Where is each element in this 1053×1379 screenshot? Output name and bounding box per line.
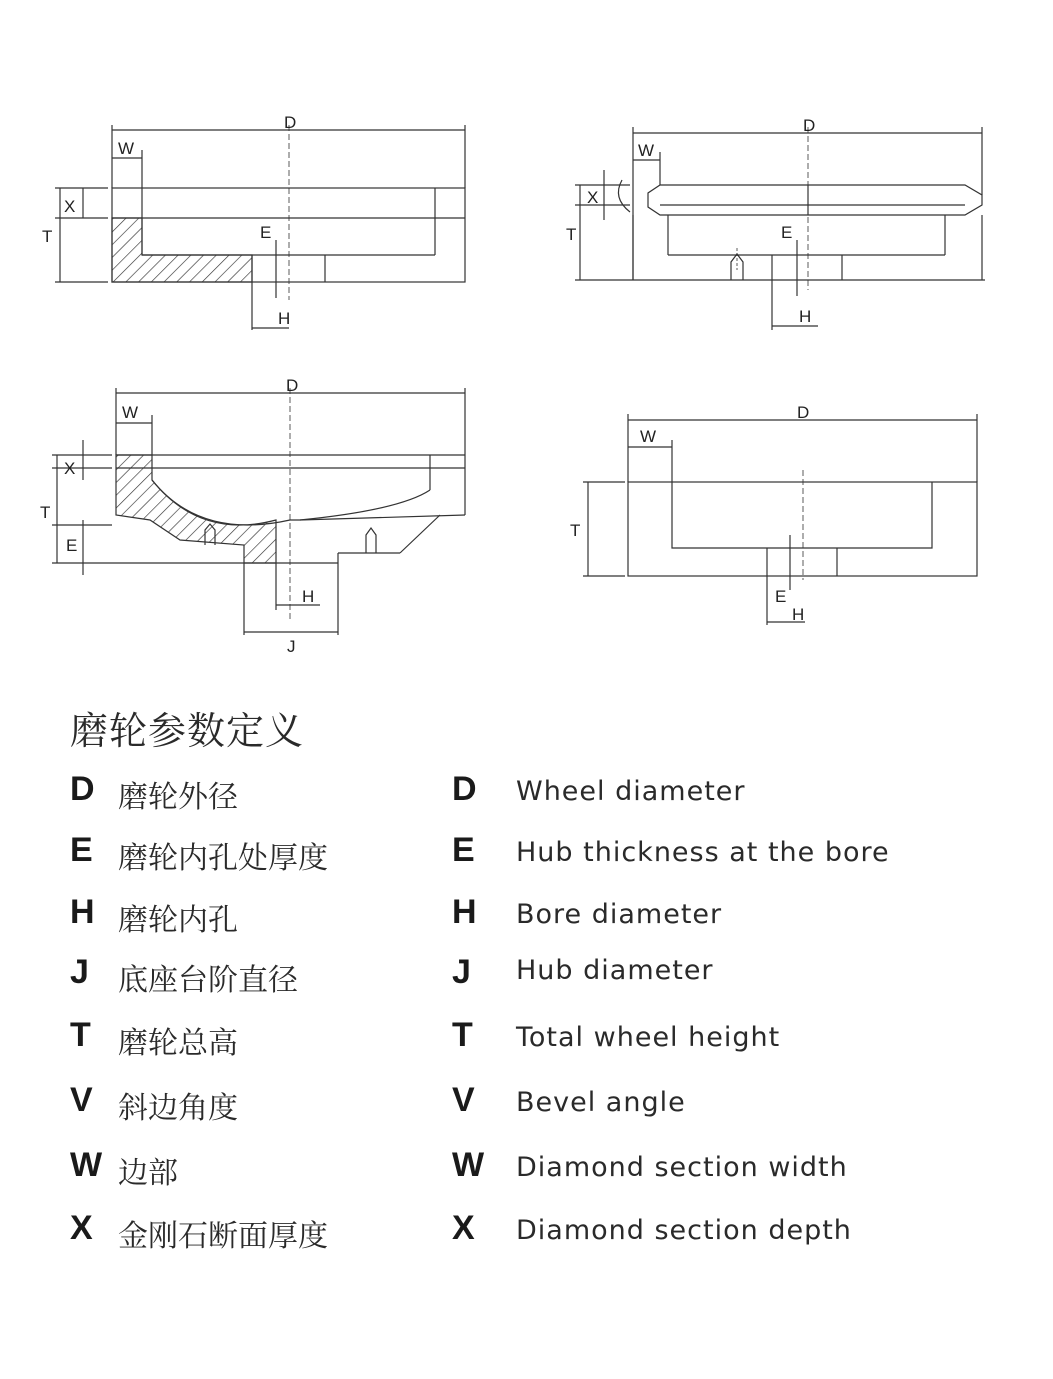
definition-letter: V xyxy=(452,1081,475,1119)
diagram-bottom-left xyxy=(52,388,465,635)
definition-en: Hub diameter xyxy=(516,955,714,986)
definition-row-X xyxy=(0,1209,1053,1259)
definition-letter: X xyxy=(452,1209,475,1247)
label-D: D xyxy=(803,116,816,135)
definition-letter: D xyxy=(70,770,95,808)
definition-en: Bore diameter xyxy=(516,899,723,930)
definition-cn: 磨轮总高 xyxy=(118,1026,238,1061)
definition-en: Diamond section depth xyxy=(516,1215,852,1246)
label-T: T xyxy=(566,225,577,244)
definition-letter: E xyxy=(452,831,475,869)
label-E: E xyxy=(775,587,787,606)
definition-row-T xyxy=(0,1016,1053,1066)
label-D: D xyxy=(284,113,297,132)
definition-cn: 磨轮外径 xyxy=(118,780,238,815)
definition-row-E xyxy=(0,831,1053,881)
label-X: X xyxy=(587,188,599,207)
definition-row-H xyxy=(0,893,1053,943)
label-X: X xyxy=(64,459,76,478)
technical-drawings xyxy=(0,0,1053,680)
label-E: E xyxy=(66,536,78,555)
label-E: E xyxy=(781,223,793,242)
definition-en: Bevel angle xyxy=(516,1087,686,1118)
definition-row-W xyxy=(0,1146,1053,1196)
diagram-top-right xyxy=(575,127,985,330)
label-E: E xyxy=(260,223,272,242)
definition-row-D xyxy=(0,770,1053,820)
definition-letter: E xyxy=(70,831,93,869)
definition-letter: V xyxy=(70,1081,93,1119)
definition-en: Hub thickness at the bore xyxy=(516,837,890,868)
label-W: W xyxy=(640,427,657,446)
definition-cn: 边部 xyxy=(118,1156,178,1191)
label-W: W xyxy=(118,139,135,158)
definition-cn: 磨轮内孔处厚度 xyxy=(118,841,328,876)
label-W: W xyxy=(638,141,655,160)
definition-letter: X xyxy=(70,1209,93,1247)
definition-letter: J xyxy=(70,953,89,991)
definition-cn: 磨轮内孔 xyxy=(118,903,238,938)
definition-cn: 斜边角度 xyxy=(118,1091,238,1126)
label-H: H xyxy=(799,307,812,326)
label-J: J xyxy=(287,637,296,656)
definition-letter: T xyxy=(70,1016,91,1054)
label-X: X xyxy=(64,197,76,216)
definition-letter: T xyxy=(452,1016,473,1054)
definition-letter: H xyxy=(452,893,477,931)
label-T: T xyxy=(40,503,51,522)
label-H: H xyxy=(278,309,291,328)
label-H: H xyxy=(302,587,315,606)
label-T: T xyxy=(42,227,53,246)
definition-cn: 底座台阶直径 xyxy=(118,963,298,998)
definition-letter: W xyxy=(70,1146,103,1184)
definitions-title: 磨轮参数定义 xyxy=(70,709,305,753)
definition-en: Diamond section width xyxy=(516,1152,848,1183)
definition-cn: 金刚石断面厚度 xyxy=(118,1219,328,1254)
definition-letter: W xyxy=(452,1146,485,1184)
definition-letter: H xyxy=(70,893,95,931)
label-D: D xyxy=(286,376,299,395)
definition-row-V xyxy=(0,1081,1053,1131)
definition-letter: D xyxy=(452,770,477,808)
definition-en: Wheel diameter xyxy=(516,776,746,807)
label-H: H xyxy=(792,605,805,624)
definition-letter: J xyxy=(452,953,471,991)
label-D: D xyxy=(797,403,810,422)
label-T: T xyxy=(570,521,581,540)
definition-en: Total wheel height xyxy=(516,1022,781,1053)
label-W: W xyxy=(122,403,139,422)
definition-row-J xyxy=(0,953,1053,1003)
